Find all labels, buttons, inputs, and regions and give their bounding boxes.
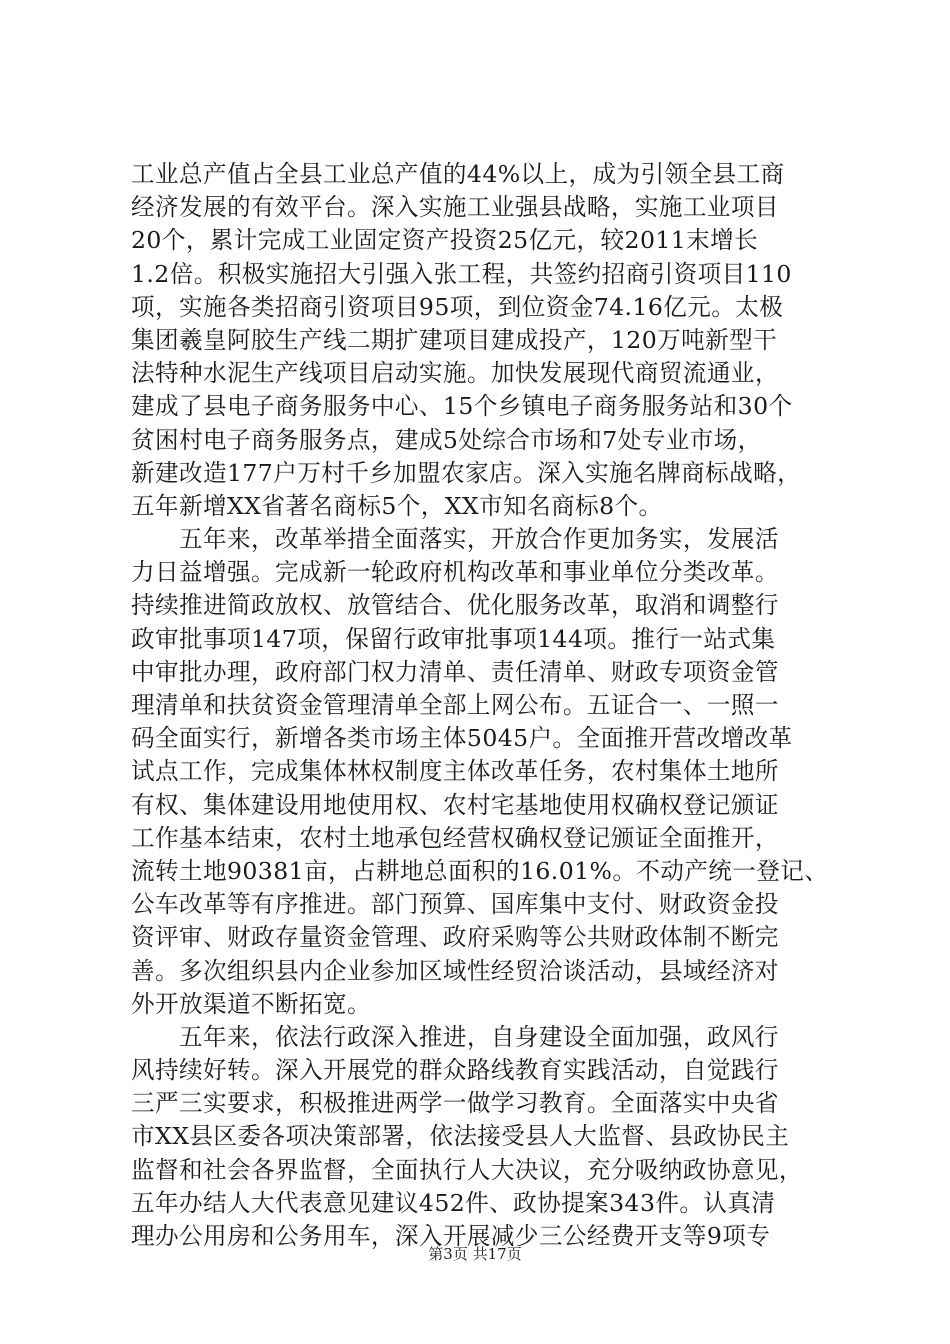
text-line: 公车改革等有序推进。部门预算、国库集中支付、财政资金投 xyxy=(131,890,779,919)
text-line: 理清单和扶贫资金管理清单全部上网公布。五证合一、一照一 xyxy=(131,691,779,719)
text-line: 20个，累计完成工业固定资产投资25亿元，较2011末增长 xyxy=(131,226,759,255)
text-line: 五年新增XX省著名商标5个，XX市知名商标8个。 xyxy=(131,491,663,520)
text-line: 新建改造177户万村千乡加盟农家店。深入实施名牌商标战略， xyxy=(131,458,802,487)
text-line: 集团羲皇阿胶生产线二期扩建项目建成投产，120万吨新型干 xyxy=(131,325,778,354)
text-line: 五年来，改革举措全面落实，开放合作更加务实，发展活 xyxy=(131,525,779,554)
text-line: 力日益增强。完成新一轮政府机构改革和事业单位分类改革。 xyxy=(131,558,779,587)
text-line: 外开放渠道不断拓宽。 xyxy=(131,989,371,1018)
text-line: 码全面实行，新增各类市场主体5045户。全面推开营改增改革 xyxy=(131,724,793,753)
text-line: 贫困村电子商务服务点，建成5处综合市场和7处专业市场， xyxy=(131,425,762,454)
text-line: 五年办结人大代表意见建议452件、政协提案343件。认真清 xyxy=(131,1188,776,1217)
text-line: 三严三实要求，积极推进两学一做学习教育。全面落实中央省 xyxy=(131,1089,779,1118)
text-line: 中审批办理，政府部门权力清单、责任清单、财政专项资金管 xyxy=(131,657,779,686)
text-line: 有权、集体建设用地使用权、农村宅基地使用权确权登记颁证 xyxy=(131,790,779,819)
text-line: 五年来，依法行政深入推进，自身建设全面加强，政风行 xyxy=(131,1022,779,1051)
text-line: 法特种水泥生产线项目启动实施。加快发展现代商贸流通业， xyxy=(131,359,779,388)
text-line: 理办公用房和公务用车，深入开展减少三公经费开支等9项专 xyxy=(131,1222,771,1250)
text-line: 政审批事项147项，保留行政审批事项144项。推行一站式集 xyxy=(131,624,776,653)
text-line: 项，实施各类招商引资项目95项，到位资金74.16亿元。太极 xyxy=(131,292,784,321)
text-line: 工作基本结束，农村土地承包经营权确权登记颁证全面推开， xyxy=(131,823,779,852)
text-line: 建成了县电子商务服务中心、15个乡镇电子商务服务站和30个 xyxy=(131,392,793,421)
text-line: 试点工作，完成集体林权制度主体改革任务，农村集体土地所 xyxy=(131,757,779,786)
text-line: 监督和社会各界监督，全面执行人大决议，充分吸纳政协意见， xyxy=(131,1155,803,1184)
document-body xyxy=(131,158,831,1253)
text-line: 风持续好转。深入开展党的群众路线教育实践活动，自觉践行 xyxy=(131,1056,779,1085)
text-line: 市XX县区委各项决策部署，依法接受县人大监督、县政协民主 xyxy=(131,1122,790,1151)
text-line: 持续推进简政放权、放管结合、优化服务改革，取消和调整行 xyxy=(131,591,779,620)
text-line: 工业总产值占全县工业总产值的44%以上，成为引领全县工商 xyxy=(131,160,785,188)
text-line: 经济发展的有效平台。深入实施工业强县战略，实施工业项目 xyxy=(131,193,779,222)
text-line: 1.2倍。积极实施招大引强入张工程，共签约招商引资项目110 xyxy=(131,259,792,288)
text-line: 资评审、财政存量资金管理、政府采购等公共财政体制不断完 xyxy=(131,923,779,952)
text-line: 善。多次组织县内企业参加区域性经贸洽谈活动，县域经济对 xyxy=(131,956,779,985)
text-line: 流转土地90381亩，占耕地总面积的16.01%。不动产统一登记、 xyxy=(131,856,829,885)
page-footer: 第3页 共17页 xyxy=(428,1245,522,1263)
